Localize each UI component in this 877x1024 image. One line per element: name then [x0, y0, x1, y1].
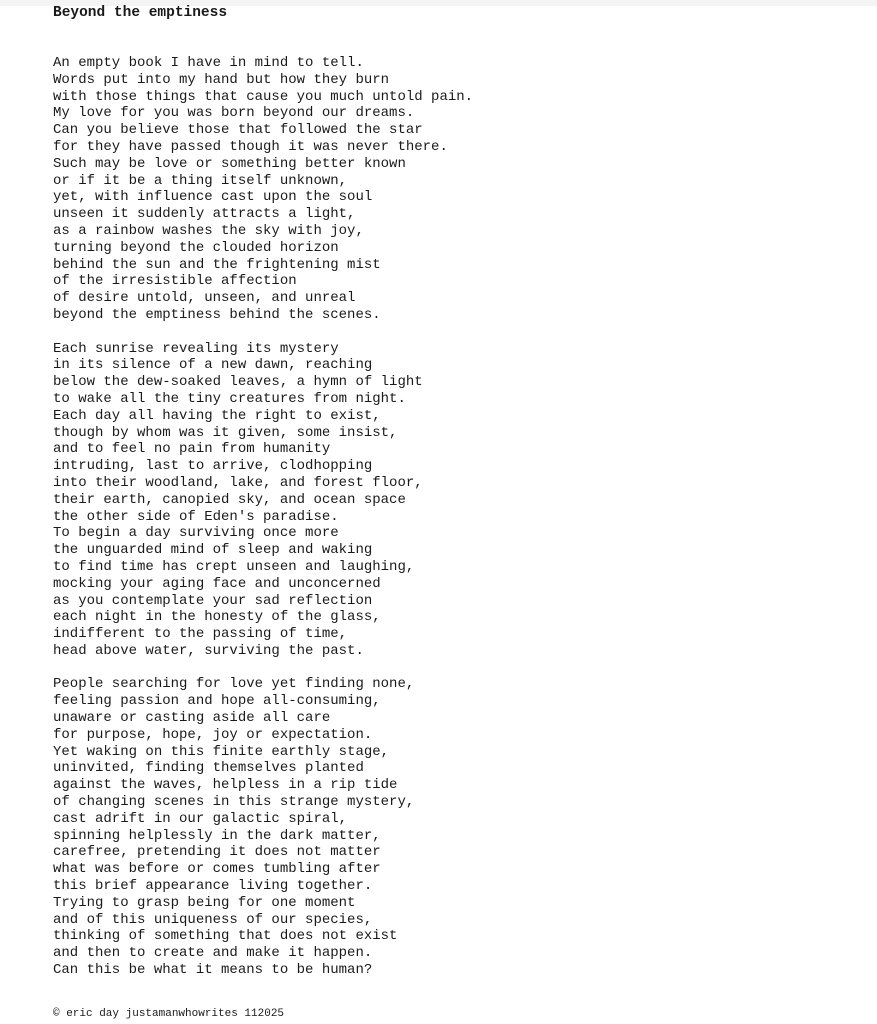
- stanza: [53, 341, 473, 660]
- poem-line: An empty book I have in mind to tell.: [53, 55, 364, 71]
- poem-line: in its silence of a new dawn, reaching: [53, 357, 373, 374]
- poem-line: for purpose, hope, joy or expectation.: [53, 726, 373, 743]
- poem-line: this brief appearance living together.: [53, 878, 373, 895]
- poem-line: head above water, surviving the past.: [53, 642, 364, 659]
- poem-line: Can this be what it means to be human?: [53, 962, 373, 979]
- poem-line: of desire untold, unseen, and unreal: [53, 290, 356, 307]
- poem-line: indifferent to the passing of time,: [53, 626, 348, 643]
- stanza: [53, 676, 473, 978]
- poem-line: Each day all having the right to exist,: [53, 407, 381, 424]
- poem-line: mocking your aging face and unconcerned: [53, 575, 381, 592]
- poem-line: To begin a day surviving once more: [53, 525, 339, 542]
- poem-line: below the dew-soaked leaves, a hymn of light: [53, 374, 423, 391]
- poem-body: [53, 55, 473, 996]
- poem-line: Each sunrise revealing its mystery: [53, 340, 339, 357]
- poem-line: People searching for love yet finding none,: [53, 676, 415, 693]
- poem-line: spinning helplessly in the dark matter,: [53, 827, 381, 844]
- poem-line: and to feel no pain from humanity: [53, 441, 331, 458]
- poem-line: yet, with influence cast upon the soul: [53, 189, 373, 206]
- poem-line: or if it be a thing itself unknown,: [53, 172, 348, 189]
- poem-line: Such may be love or something better known: [53, 155, 406, 172]
- poem-line: unseen it suddenly attracts a light,: [53, 206, 356, 223]
- poem-line: turning beyond the clouded horizon: [53, 239, 339, 256]
- poem-line: feeling passion and hope all-consuming,: [53, 693, 381, 710]
- poem-line: of changing scenes in this strange mystery,: [53, 794, 415, 811]
- poem-line: the other side of Eden's paradise.: [53, 508, 339, 525]
- copyright-footer: © eric day justamanwhowrites 112025: [53, 1008, 285, 1020]
- poem-line: though by whom was it given, some insist,: [53, 424, 398, 441]
- poem-line: cast adrift in our galactic spiral,: [53, 810, 348, 827]
- poem-line: behind the sun and the frightening mist: [53, 256, 381, 273]
- poem-line: for they have passed though it was never there.: [53, 138, 448, 155]
- poem-line: of the irresistible affection: [53, 273, 297, 290]
- poem-line: thinking of something that does not exist: [53, 928, 398, 945]
- poem-line: as a rainbow washes the sky with joy,: [53, 222, 364, 239]
- poem-line: intruding, last to arrive, clodhopping: [53, 458, 373, 475]
- poem-line: beyond the emptiness behind the scenes.: [53, 306, 381, 323]
- poem-line: Can you believe those that followed the star: [53, 122, 423, 139]
- poem-line: what was before or comes tumbling after: [53, 861, 381, 878]
- poem-line: and of this uniqueness of our species,: [53, 911, 373, 928]
- poem-line: uninvited, finding themselves planted: [53, 760, 364, 777]
- poem-title: Beyond the emptiness: [53, 5, 228, 21]
- poem-line: unaware or casting aside all care: [53, 710, 331, 727]
- poem-line: against the waves, helpless in a rip tide: [53, 777, 398, 794]
- poem-line: with those things that cause you much untold pain.: [53, 88, 474, 105]
- stanza: [53, 55, 473, 324]
- poem-line: My love for you was born beyond our dreams.: [53, 105, 415, 122]
- poem-line: Words put into my hand but how they burn: [53, 71, 390, 88]
- poem-line: Trying to grasp being for one moment: [53, 894, 356, 911]
- poem-line: to wake all the tiny creatures from night.: [53, 390, 406, 407]
- poem-line: and then to create and make it happen.: [53, 945, 373, 962]
- poem-line: the unguarded mind of sleep and waking: [53, 542, 373, 559]
- poem-line: into their woodland, lake, and forest floor,: [53, 474, 423, 491]
- poem-line: each night in the honesty of the glass,: [53, 609, 381, 626]
- poem-line: to find time has crept unseen and laughing,: [53, 558, 415, 575]
- poem-line: as you contemplate your sad reflection: [53, 592, 373, 609]
- poem-line: Yet waking on this finite earthly stage,: [53, 743, 390, 760]
- poem-line: carefree, pretending it does not matter: [53, 844, 381, 861]
- poem-line: their earth, canopied sky, and ocean space: [53, 491, 406, 508]
